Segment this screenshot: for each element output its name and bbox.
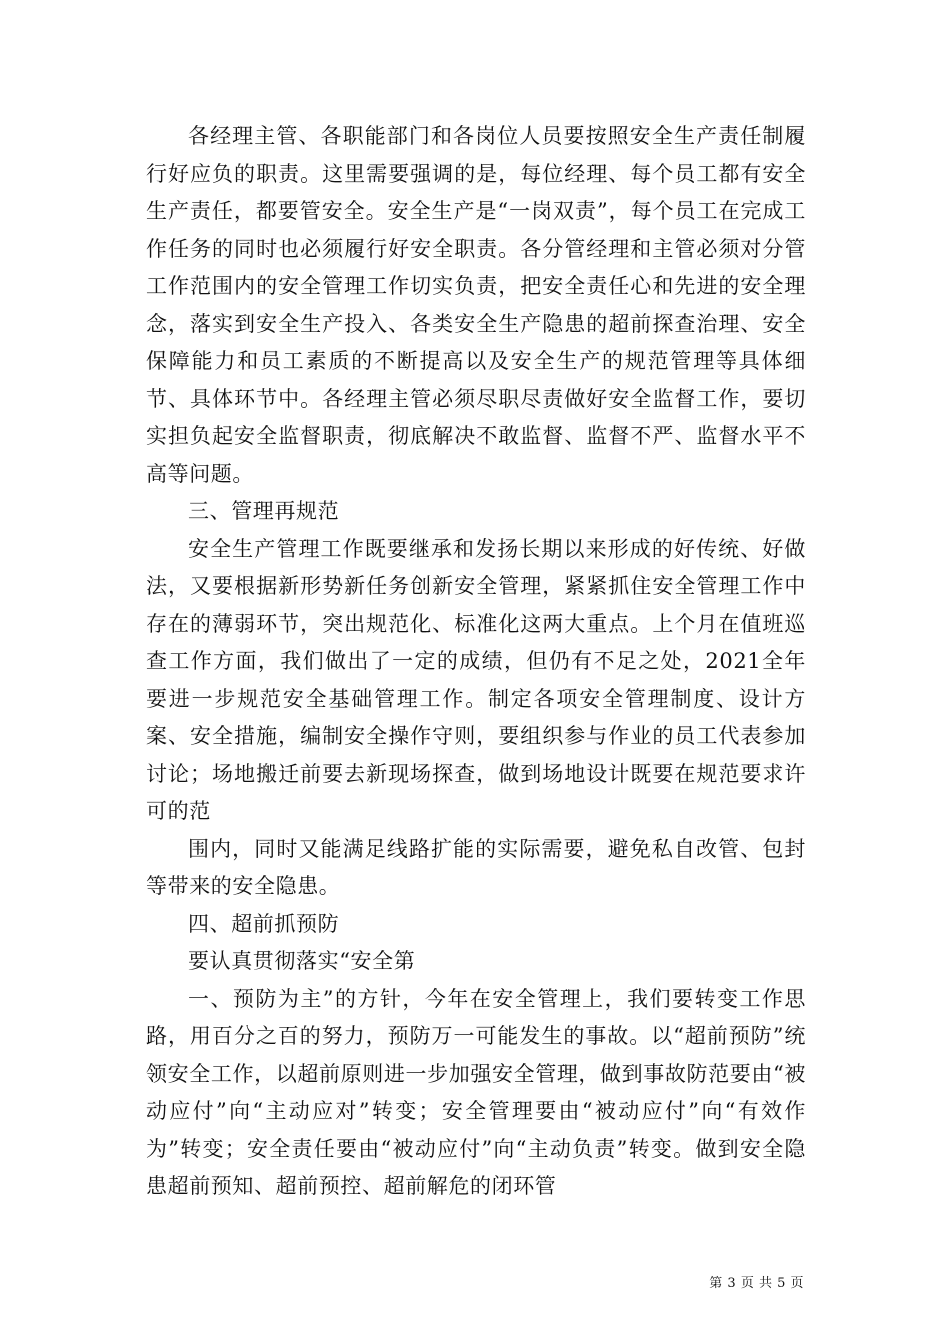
- paragraph-management-continued: 围内，同时又能满足线路扩能的实际需要，避免私自改管、包封等带来的安全隐患。: [146, 836, 806, 898]
- paragraph-management: 安全生产管理工作既要继承和发扬长期以来形成的好传统、好做法，又要根据新形势新任务创新安全管理，紧紧抓住安全管理工作中存在的薄弱环节，突出规范化、标准化这两大重点。上个月在值班巡查工作方面，我们做出了一定的成绩，但仍有不足之处，2021全年要进一步规范安全基础管理工作。制定各项安全管理制度、设计方案、安全措施，编制安全操作守则，要组织参与作业的员工代表参加讨论；场地搬迁前要去新现场探查，做到场地设计既要在规范要求许可的范: [146, 536, 806, 823]
- paragraph-prevention: 一、预防为主”的方针，今年在安全管理上，我们要转变工作思路，用百分之百的努力，预防万一可能发生的事故。以“超前预防”统领安全工作，以超前原则进一步加强安全管理，做到事故防范要由“被动应付”向“主动应对”转变；安全管理要由“被动应付”向“有效作为”转变；安全责任要由“被动应付”向“主动负责”转变。做到安全隐患超前预知、超前预控、超前解危的闭环管: [146, 986, 806, 1198]
- paragraph-responsibility: 各经理主管、各职能部门和各岗位人员要按照安全生产责任制履行好应负的职责。这里需要强调的是，每位经理、每个员工都有安全生产责任，都要管安全。安全生产是“一岗双责”，每个员工在完成工作任务的同时也必须履行好安全职责。各分管经理和主管必须对分管工作范围内的安全管理工作切实负责，把安全责任心和先进的安全理念，落实到安全生产投入、各类安全生产隐患的超前探查治理、安全保障能力和员工素质的不断提高以及安全生产的规范管理等具体细节、具体环节中。各经理主管必须尽职尽责做好安全监督工作，要切实担负起安全监督职责，彻底解决不敢监督、监督不严、监督水平不高等问题。: [146, 124, 806, 486]
- paragraph-prevention-intro: 要认真贯彻落实“安全第: [188, 949, 416, 973]
- section-heading-prevention: 四、超前抓预防: [188, 911, 340, 936]
- body-text: [146, 118, 806, 1206]
- page-number-footer: 第 3 页 共 5 页: [709, 1276, 804, 1291]
- section-heading-management: 三、管理再规范: [188, 499, 340, 523]
